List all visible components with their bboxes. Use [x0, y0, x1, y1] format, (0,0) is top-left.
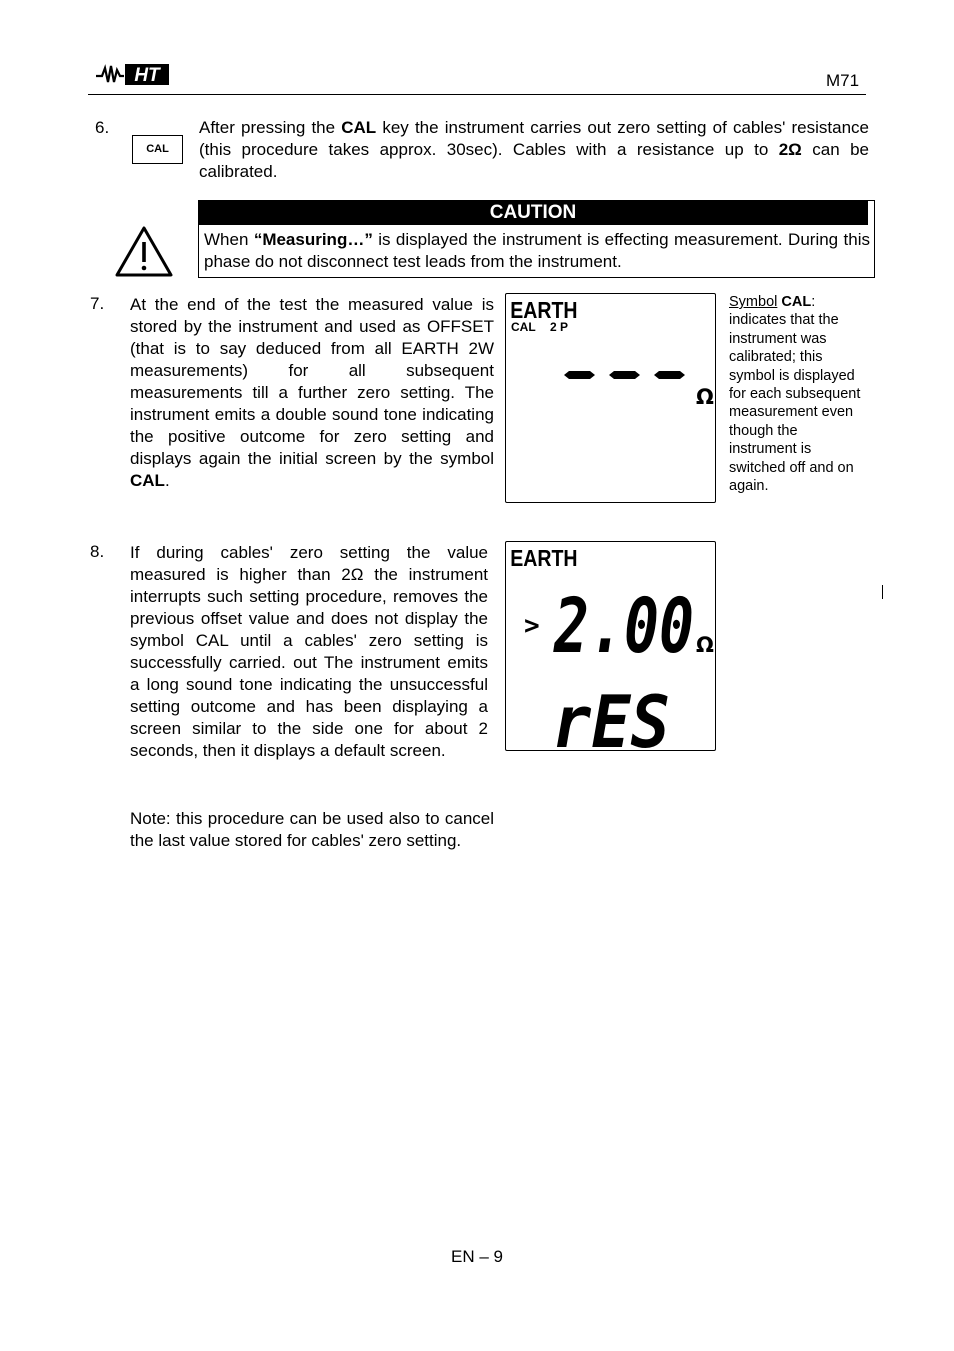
step-6-number: 6.: [95, 118, 110, 137]
step-8-number: 8.: [90, 542, 105, 561]
caution-title: CAUTION: [198, 200, 868, 225]
lcd-dash-1: [564, 371, 595, 379]
step-8-text: If during cables' zero setting the value measured is higher than 2Ω the instrument interrupts such setting procedure, removes the previous offset value and does not display the symbol CAL until a cables' zero setting is successfully carried. out The instrument emits a long sound tone indicating the unsuccessful setting outcome and has been displaying a screen similar to the side one for about 2 seconds, then it displays a default screen.: [130, 543, 488, 760]
lcd-wires-label: 2 P: [550, 320, 569, 334]
cal-symbol-note: Symbol CAL: indicates that the instrument was calibrated; this symbol is displayed for each subsequent measurement even though the instrument is switched off and on again.: [729, 294, 861, 495]
step-7-text: At the end of the test the measured value is stored by the instrument and used as OFFSET (that is to say deduced from all EARTH 2W measurements) for all subsequent measurements till a further zero setting. The instrument emits a double sound tone indicating the positive outcome for zero setting and displays again the initial screen by the symbol CAL.: [130, 295, 494, 490]
lcd-display-error-screen: [506, 542, 715, 750]
lcd-mode-label: EARTH: [510, 297, 578, 324]
lcd-message-readout: rES: [552, 680, 670, 750]
header-divider: [88, 94, 866, 95]
step-7-number: 7.: [90, 294, 105, 313]
lcd-mode-label: EARTH: [510, 545, 578, 572]
lcd-ohm-unit: Ω: [696, 633, 714, 657]
lcd-ohm-unit: Ω: [696, 385, 714, 409]
lcd-greater-than: >: [524, 611, 540, 641]
cal-key-icon: CAL: [132, 135, 183, 164]
warning-triangle-icon: [114, 225, 174, 278]
lcd-cal-symbol: CAL: [511, 320, 536, 334]
svg-text:HT: HT: [134, 65, 160, 86]
step-6-text: After pressing the CAL key the instrument carries out zero setting of cables' resistance (this procedure takes approx. 30sec). Cables with a resistance up to 2Ω can be calibrated.: [199, 118, 870, 181]
model-label: M71: [826, 71, 860, 90]
lcd-value-readout: 2.00: [552, 581, 694, 670]
caution-text: When “Measuring…” is displayed the instrument is effecting measurement. During this phase do not disconnect test leads from the instrument.: [204, 230, 870, 271]
lcd-display-error: [505, 541, 716, 751]
ht-logo: [94, 60, 170, 88]
step-8-note: Note: this procedure can be used also to cancel the last value stored for cables' zero setting.: [130, 809, 494, 850]
lcd-dash-3: [654, 371, 685, 379]
lcd-display-calibrated: [505, 293, 716, 503]
lcd-display-calibrated-screen: [506, 294, 715, 502]
lcd-dash-2: [609, 371, 640, 379]
margin-mark: [882, 585, 883, 599]
page-number: EN – 9: [451, 1247, 503, 1266]
